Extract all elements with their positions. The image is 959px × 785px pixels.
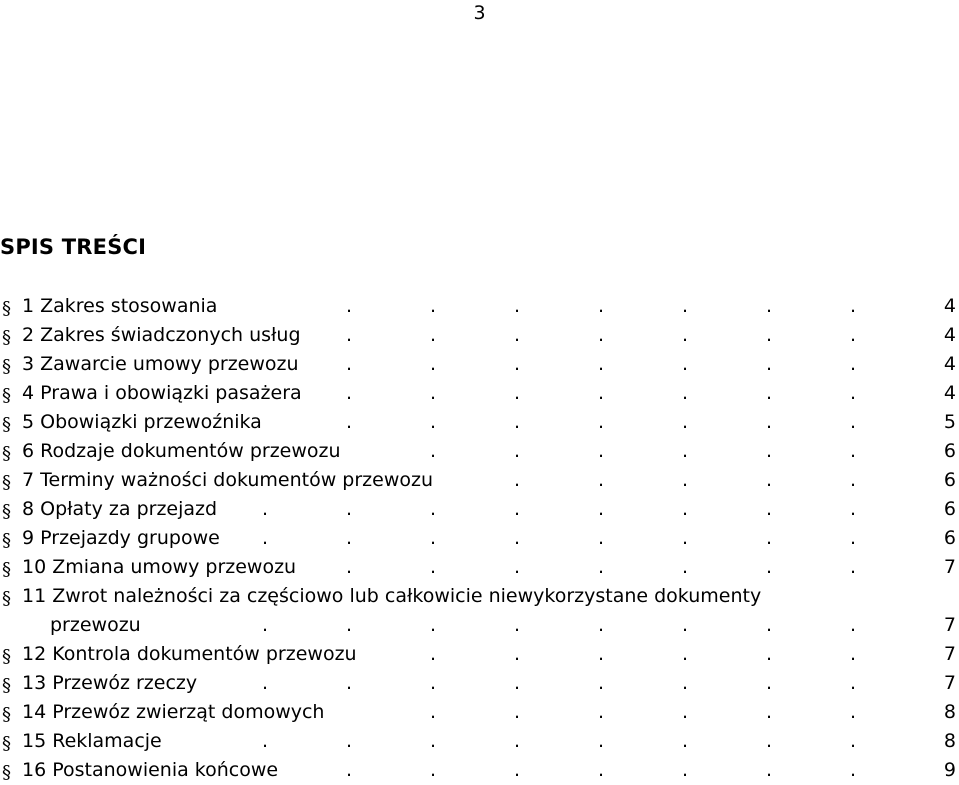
leader-dot: . — [766, 643, 773, 665]
toc-entry-title: 14 Przewóz zwierząt domowych — [22, 701, 325, 723]
leader-dot: . — [598, 527, 605, 549]
leader-dot: . — [430, 556, 437, 578]
leader-dot: . — [514, 556, 521, 578]
toc-entry-title: 10 Zmiana umowy przewozu — [22, 556, 297, 578]
leader-dot: . — [430, 759, 437, 781]
leader-dot: . — [850, 411, 857, 433]
svg-text:§: § — [2, 385, 11, 405]
leader-dot: . — [682, 324, 689, 346]
svg-text:§: § — [2, 530, 11, 550]
leader-dot: . — [262, 498, 269, 520]
toc-entry-page: 7 — [943, 643, 956, 665]
toc-entry-page: 6 — [943, 527, 956, 549]
svg-text:§: § — [2, 472, 11, 492]
leader-dot: . — [766, 469, 773, 491]
svg-text:§: § — [2, 501, 11, 521]
leader-dot: . — [430, 614, 437, 636]
leader-dots — [0, 350, 959, 379]
leader-dot: . — [346, 556, 353, 578]
toc-entry-page: 4 — [943, 353, 956, 375]
leader-dot: . — [346, 527, 353, 549]
leader-dot: . — [682, 411, 689, 433]
toc-entry-page: 4 — [943, 382, 956, 404]
toc-entry[interactable] — [0, 379, 959, 408]
leader-dot: . — [430, 672, 437, 694]
leader-dots — [0, 640, 959, 669]
leader-dot: . — [514, 672, 521, 694]
leader-dots — [0, 553, 959, 582]
leader-dot: . — [682, 614, 689, 636]
toc-entry-page: 8 — [943, 730, 956, 752]
leader-dot: . — [598, 614, 605, 636]
leader-dots — [0, 669, 959, 698]
leader-dot: . — [262, 614, 269, 636]
toc-entry-title: 6 Rodzaje dokumentów przewozu — [22, 440, 341, 462]
toc-entry-title: 5 Obowiązki przewoźnika — [22, 411, 262, 433]
toc-entry-page: 5 — [943, 411, 956, 433]
leader-dot: . — [682, 672, 689, 694]
svg-text:§: § — [2, 298, 11, 318]
leader-dot: . — [682, 527, 689, 549]
svg-text:§: § — [2, 704, 11, 724]
leader-dot: . — [514, 382, 521, 404]
leader-dot: . — [598, 324, 605, 346]
toc-entry-page: 7 — [943, 672, 956, 694]
toc-entry-title: 11 Zwrot należności za częściowo lub całkowicie niewykorzystane dokumenty — [22, 585, 762, 607]
leader-dot: . — [850, 672, 857, 694]
leader-dots — [0, 756, 959, 785]
leader-dot: . — [598, 498, 605, 520]
toc-entry-page: 7 — [943, 614, 956, 636]
leader-dot: . — [262, 730, 269, 752]
leader-dot: . — [514, 527, 521, 549]
leader-dot: . — [514, 440, 521, 462]
leader-dot: . — [850, 353, 857, 375]
leader-dot: . — [430, 411, 437, 433]
toc-entry[interactable] — [0, 727, 959, 756]
leader-dot: . — [430, 701, 437, 723]
svg-text:§: § — [2, 588, 11, 608]
leader-dot: . — [346, 411, 353, 433]
svg-text:§: § — [2, 356, 11, 376]
leader-dot: . — [598, 556, 605, 578]
svg-text:§: § — [2, 762, 11, 782]
leader-dot: . — [682, 382, 689, 404]
toc-entry-title: 16 Postanowienia końcowe — [22, 759, 279, 781]
leader-dot: . — [430, 527, 437, 549]
leader-dot: . — [766, 672, 773, 694]
leader-dot: . — [514, 759, 521, 781]
leader-dot: . — [430, 324, 437, 346]
leader-dot: . — [766, 353, 773, 375]
toc-entry[interactable] — [0, 437, 959, 466]
leader-dot: . — [514, 701, 521, 723]
toc-entry-page: 6 — [943, 469, 956, 491]
leader-dot: . — [682, 701, 689, 723]
leader-dot: . — [850, 324, 857, 346]
leader-dot: . — [850, 498, 857, 520]
leader-dot: . — [346, 730, 353, 752]
toc-entry[interactable] — [0, 698, 959, 727]
toc-entry[interactable] — [0, 495, 959, 524]
leader-dot: . — [766, 701, 773, 723]
leader-dots — [0, 379, 959, 408]
section-sign-icon — [2, 588, 14, 608]
toc-entry-title: 12 Kontrola dokumentów przewozu — [22, 643, 357, 665]
leader-dots — [0, 524, 959, 553]
leader-dot: . — [514, 411, 521, 433]
svg-text:§: § — [2, 675, 11, 695]
leader-dots — [0, 698, 959, 727]
toc-entry-page: 4 — [943, 295, 956, 317]
leader-dot: . — [682, 730, 689, 752]
leader-dot: . — [346, 353, 353, 375]
svg-text:§: § — [2, 327, 11, 347]
leader-dot: . — [346, 759, 353, 781]
leader-dot: . — [682, 353, 689, 375]
toc-entry-page: 6 — [943, 498, 956, 520]
toc-entry-page: 4 — [943, 324, 956, 346]
leader-dots — [0, 495, 959, 524]
leader-dot: . — [682, 643, 689, 665]
toc-entry[interactable] — [0, 466, 959, 495]
leader-dot: . — [682, 759, 689, 781]
leader-dots — [0, 321, 959, 350]
toc-entry[interactable] — [0, 408, 959, 437]
leader-dot: . — [514, 353, 521, 375]
leader-dot: . — [514, 324, 521, 346]
toc-entry-title: 9 Przejazdy grupowe — [22, 527, 220, 549]
leader-dot: . — [598, 730, 605, 752]
svg-text:§: § — [2, 733, 11, 753]
leader-dot: . — [850, 556, 857, 578]
leader-dot: . — [598, 440, 605, 462]
leader-dot: . — [598, 759, 605, 781]
leader-dot: . — [850, 643, 857, 665]
leader-dot: . — [514, 295, 521, 317]
toc-entry-title: 7 Terminy ważności dokumentów przewozu — [22, 469, 434, 491]
toc-entry-title: 2 Zakres świadczonych usług — [22, 324, 301, 346]
toc-entry-title: 8 Opłaty za przejazd — [22, 498, 218, 520]
leader-dot: . — [430, 382, 437, 404]
leader-dot: . — [430, 440, 437, 462]
leader-dot: . — [682, 440, 689, 462]
toc-entry[interactable] — [0, 292, 959, 321]
toc-entry-continuation[interactable] — [0, 611, 959, 640]
svg-text:§: § — [2, 559, 11, 579]
leader-dot: . — [346, 382, 353, 404]
leader-dot: . — [850, 440, 857, 462]
leader-dots — [0, 727, 959, 756]
toc-entry[interactable] — [0, 524, 959, 553]
leader-dot: . — [430, 643, 437, 665]
leader-dots — [0, 408, 959, 437]
leader-dot: . — [850, 759, 857, 781]
leader-dot: . — [766, 614, 773, 636]
toc-entry-title: 1 Zakres stosowania — [22, 295, 218, 317]
svg-text:§: § — [2, 646, 11, 666]
toc-entry[interactable] — [0, 553, 959, 582]
leader-dot: . — [850, 295, 857, 317]
toc-entry-page: 8 — [943, 701, 956, 723]
leader-dot: . — [766, 527, 773, 549]
page-number: 3 — [473, 2, 486, 24]
leader-dot: . — [346, 324, 353, 346]
toc-entry-title-continuation: przewozu — [50, 614, 141, 636]
leader-dot: . — [262, 527, 269, 549]
leader-dots — [0, 611, 959, 640]
toc-entry[interactable] — [0, 640, 959, 669]
toc-entry[interactable] — [0, 350, 959, 379]
toc-entry-title: 13 Przewóz rzeczy — [22, 672, 198, 694]
toc-entry-page: 7 — [943, 556, 956, 578]
leader-dot: . — [598, 701, 605, 723]
toc-entry[interactable] — [0, 321, 959, 350]
leader-dot: . — [766, 556, 773, 578]
leader-dot: . — [346, 498, 353, 520]
leader-dot: . — [598, 672, 605, 694]
leader-dot: . — [766, 759, 773, 781]
toc-entry-page: 9 — [943, 759, 956, 781]
leader-dot: . — [346, 672, 353, 694]
leader-dot: . — [430, 498, 437, 520]
leader-dot: . — [850, 701, 857, 723]
leader-dots — [0, 437, 959, 466]
leader-dot: . — [766, 295, 773, 317]
leader-dot: . — [514, 469, 521, 491]
leader-dot: . — [346, 295, 353, 317]
leader-dots — [0, 466, 959, 495]
leader-dot: . — [766, 498, 773, 520]
leader-dot: . — [598, 295, 605, 317]
toc-entry-title: 3 Zawarcie umowy przewozu — [22, 353, 299, 375]
leader-dot: . — [766, 730, 773, 752]
leader-dot: . — [682, 498, 689, 520]
leader-dot: . — [682, 469, 689, 491]
leader-dot: . — [682, 556, 689, 578]
leader-dot: . — [598, 353, 605, 375]
leader-dot: . — [766, 382, 773, 404]
leader-dot: . — [514, 498, 521, 520]
toc-entry[interactable] — [0, 756, 959, 785]
svg-text:§: § — [2, 443, 11, 463]
leader-dot: . — [598, 382, 605, 404]
toc-entry-title: 4 Prawa i obowiązki pasażera — [22, 382, 302, 404]
table-of-contents — [0, 292, 959, 785]
leader-dot: . — [430, 353, 437, 375]
toc-entry-page: 6 — [943, 440, 956, 462]
leader-dot: . — [514, 643, 521, 665]
leader-dot: . — [850, 614, 857, 636]
leader-dot: . — [430, 730, 437, 752]
leader-dots — [0, 292, 959, 321]
leader-dot: . — [430, 295, 437, 317]
leader-dot: . — [598, 411, 605, 433]
leader-dot: . — [850, 730, 857, 752]
leader-dot: . — [850, 469, 857, 491]
leader-dot: . — [766, 324, 773, 346]
leader-dot: . — [850, 527, 857, 549]
toc-title: SPIS TREŚCI — [0, 235, 147, 259]
leader-dot: . — [766, 411, 773, 433]
leader-dot: . — [514, 614, 521, 636]
toc-entry[interactable] — [0, 669, 959, 698]
svg-text:§: § — [2, 414, 11, 434]
leader-dot: . — [850, 382, 857, 404]
leader-dot: . — [682, 295, 689, 317]
toc-entry-title: 15 Reklamacje — [22, 730, 162, 752]
leader-dot: . — [514, 730, 521, 752]
toc-entry[interactable] — [0, 582, 959, 611]
leader-dot: . — [766, 440, 773, 462]
leader-dot: . — [262, 672, 269, 694]
leader-dot: . — [598, 643, 605, 665]
leader-dot: . — [346, 614, 353, 636]
leader-dot: . — [598, 469, 605, 491]
